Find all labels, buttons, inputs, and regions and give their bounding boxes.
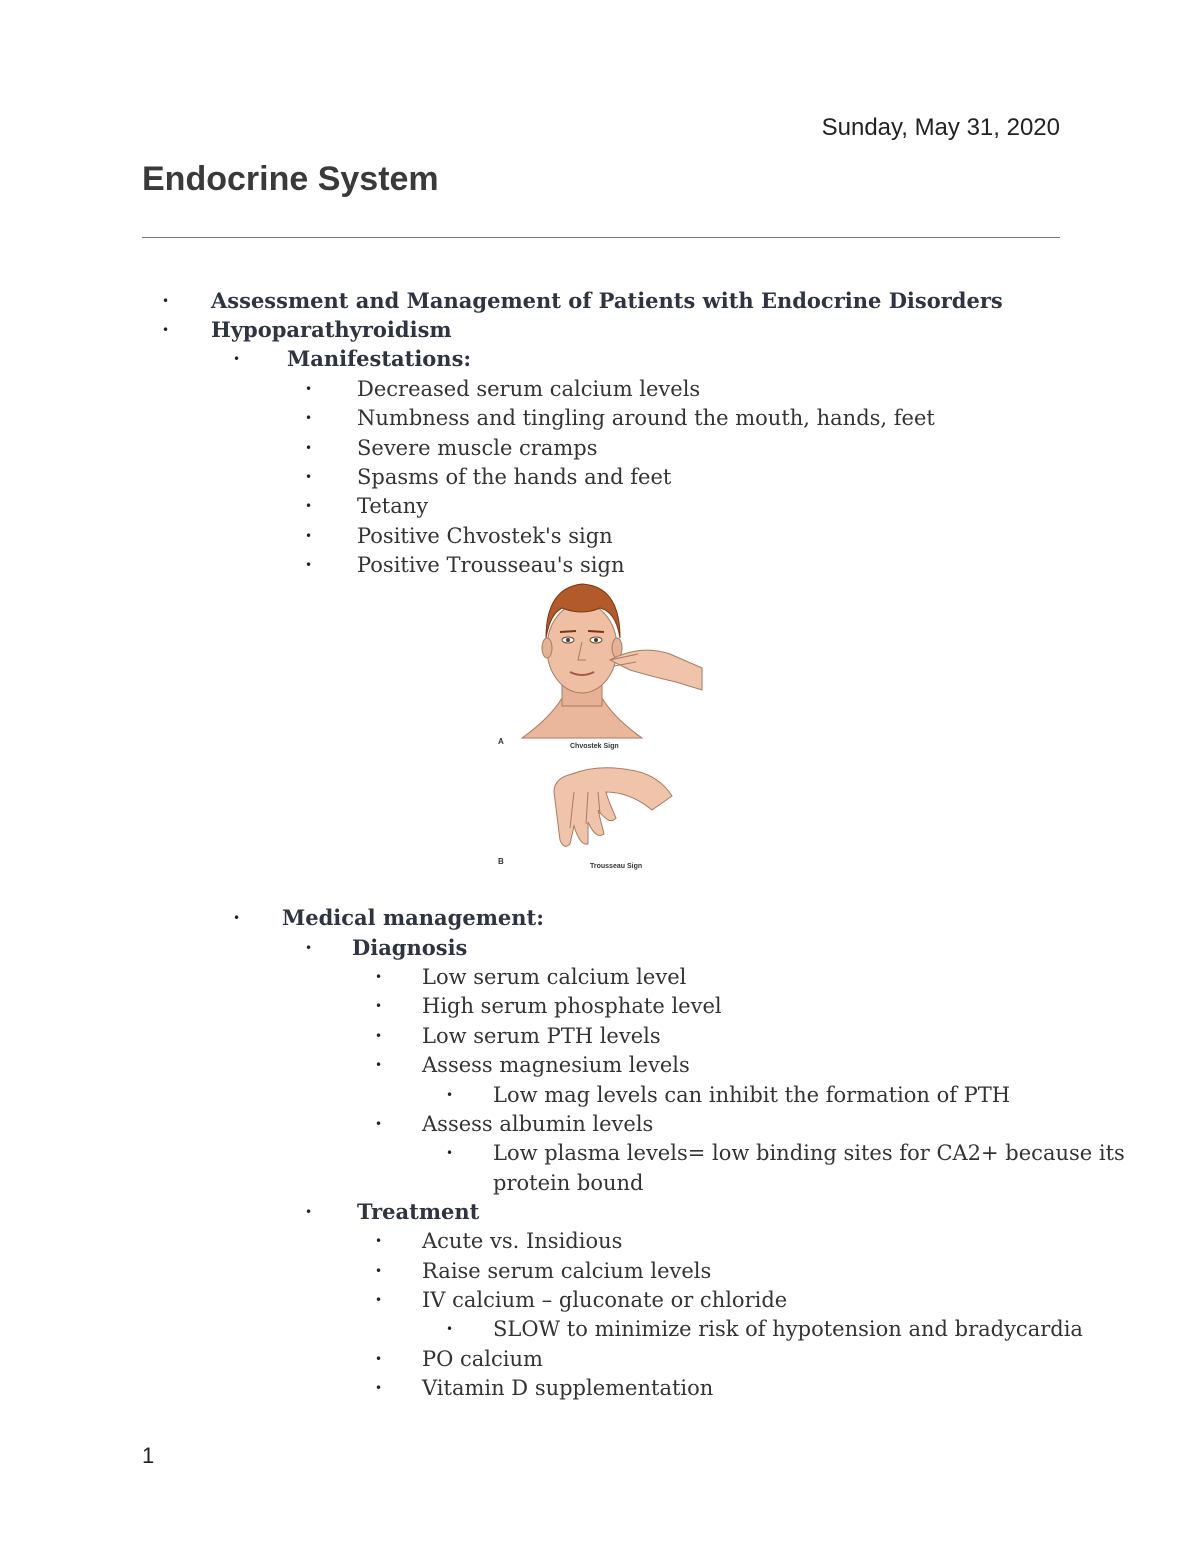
manifestations-heading: Manifestations: xyxy=(287,346,472,371)
list-item: PO calcium xyxy=(422,1347,543,1371)
list-subitem: SLOW to minimize risk of hypotension and bradycardia xyxy=(493,1317,1083,1341)
bullet-icon: • xyxy=(375,999,383,1013)
bullet-icon: • xyxy=(375,1117,383,1131)
list-item: Spasms of the hands and feet xyxy=(357,465,672,489)
bullet-icon: • xyxy=(375,970,383,984)
bullet-icon: • xyxy=(162,294,170,308)
tapping-hand-drawing xyxy=(610,650,702,690)
panel-b-caption: Trousseau Sign xyxy=(590,863,643,870)
bullet-icon: • xyxy=(305,411,313,425)
bullet-icon: • xyxy=(446,1088,454,1102)
list-subitem: Low plasma levels= low binding sites for CA2+ because its xyxy=(493,1141,1125,1165)
date-header: Sunday, May 31, 2020 xyxy=(821,114,1060,141)
list-item: Positive Chvostek's sign xyxy=(357,524,613,548)
bullet-icon: • xyxy=(375,1234,383,1248)
bullet-icon: • xyxy=(305,382,313,396)
bullet-icon: • xyxy=(305,558,313,572)
list-item: Low serum calcium level xyxy=(422,965,687,989)
list-item: Vitamin D supplementation xyxy=(422,1376,714,1400)
bullet-icon: • xyxy=(305,441,313,455)
panel-a-letter: A xyxy=(498,737,504,746)
title-divider xyxy=(142,237,1060,238)
bullet-icon: • xyxy=(375,1381,383,1395)
page-number: 1 xyxy=(142,1443,155,1468)
bullet-icon: • xyxy=(446,1146,454,1160)
bullet-icon: • xyxy=(162,323,170,337)
list-item: Low serum PTH levels xyxy=(422,1024,661,1048)
bullet-icon: • xyxy=(375,1029,383,1043)
list-item: IV calcium – gluconate or chloride xyxy=(422,1288,788,1312)
bullet-icon: • xyxy=(305,499,313,513)
list-item: Tetany xyxy=(357,494,429,518)
bullet-icon: • xyxy=(446,1322,454,1336)
medical-management-heading: Medical management: xyxy=(282,905,544,930)
list-item: Assess albumin levels xyxy=(422,1112,654,1136)
panel-b-letter: B xyxy=(498,857,504,866)
list-subitem: Low mag levels can inhibit the formation of PTH xyxy=(493,1083,1011,1107)
illustration-svg xyxy=(490,578,720,878)
topic-item: Assessment and Management of Patients with Endocrine Disorders xyxy=(211,288,1003,313)
bullet-icon: • xyxy=(375,1264,383,1278)
bullet-icon: • xyxy=(375,1293,383,1307)
chvostek-trousseau-illustration xyxy=(490,578,720,878)
bullet-icon: • xyxy=(305,470,313,484)
trousseau-hand-drawing xyxy=(554,768,672,847)
bullet-icon: • xyxy=(233,911,241,925)
list-item: Raise serum calcium levels xyxy=(422,1259,712,1283)
page-title: Endocrine System xyxy=(142,160,439,198)
bullet-icon: • xyxy=(375,1352,383,1366)
list-item: Numbness and tingling around the mouth, hands, feet xyxy=(357,406,935,430)
bullet-icon: • xyxy=(375,1058,383,1072)
list-item: Severe muscle cramps xyxy=(357,436,598,460)
diagnosis-heading: Diagnosis xyxy=(352,935,468,960)
list-subitem-continuation: protein bound xyxy=(493,1171,644,1195)
bullet-icon: • xyxy=(305,941,313,955)
treatment-heading: Treatment xyxy=(357,1199,480,1224)
list-item: Positive Trousseau's sign xyxy=(357,553,625,577)
bullet-icon: • xyxy=(233,352,241,366)
list-item: Assess magnesium levels xyxy=(422,1053,690,1077)
panel-a-caption: Chvostek Sign xyxy=(570,743,619,750)
list-item: High serum phosphate level xyxy=(422,994,722,1018)
topic-item: Hypoparathyroidism xyxy=(211,317,452,342)
list-item: Acute vs. Insidious xyxy=(422,1229,623,1253)
bullet-icon: • xyxy=(305,1205,313,1219)
bullet-icon: • xyxy=(305,529,313,543)
list-item: Decreased serum calcium levels xyxy=(357,377,701,401)
